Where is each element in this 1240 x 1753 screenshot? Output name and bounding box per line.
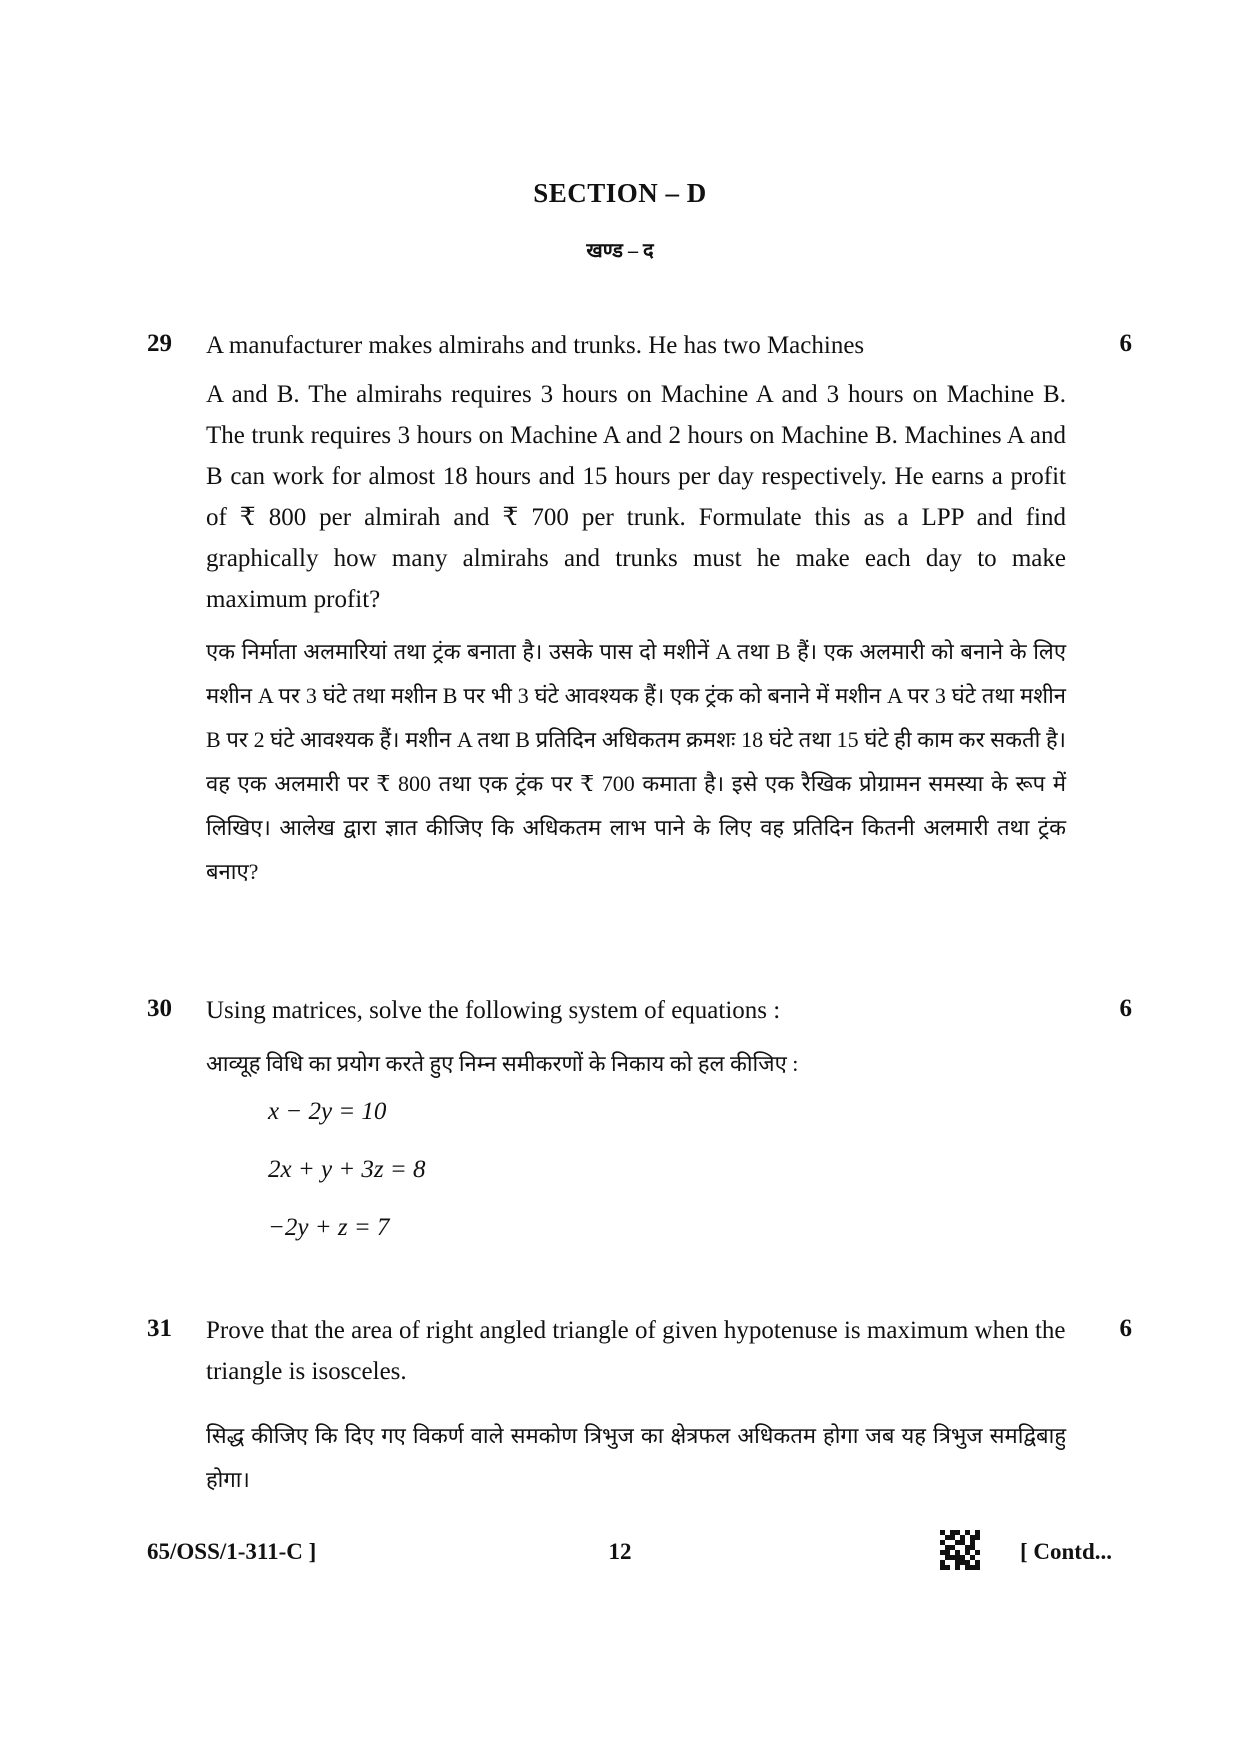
question-marks: 6	[1119, 1315, 1132, 1342]
page-number: 12	[608, 1539, 632, 1564]
question-text: Using matrices, solve the following system of equations :	[206, 997, 781, 1024]
equation: −2y + z = 7	[268, 1214, 390, 1241]
question-text-hindi: एक निर्माता अलमारियां तथा ट्रंक बनाता है। उसके पास दो मशीनें A तथा B हैं। एक अलमारी को बनाने के लिए मशीन A पर 3 घंटे तथा मशीन B पर भी 3 घंटे आवश्यक हैं। एक ट्रंक को बनाने में मशीन A पर 3 घंटे तथा मशीन B पर 2 घंटे आवश्यक हैं। मशीन A तथा B प्रतिदिन अधिकतम क्रमशः 18 घंटे तथा 15 घंटे ही काम कर सकती है। वह एक अलमारी पर ₹ 800 तथा एक ट्रंक पर ₹ 700 कमाता है। इसे एक रैखिक प्रोग्रामन समस्या के रूप में लिखिए। आलेख द्वारा ज्ञात कीजिए कि अधिकतम लाभ पाने के लिए वह प्रतिदिन कितनी अलमारी तथा ट्रंक बनाए?	[206, 639, 1066, 884]
section-title-hindi: खण्ड – द	[586, 240, 654, 262]
question-text: A and B. The almirahs requires 3 hours on Machine A and 3 hours on Machine B. The trunk requires 3 hours on Machine A and 2 hours on Machine B. Machines A and B can work for almost 18 hours and 15 hours per day respectively. He earns a profit of ₹ 800 per almirah and ₹ 700 per trunk. Formulate this as a LPP and find graphically how many almirahs and trunks must he make each day to make maximum profit?	[206, 381, 1066, 613]
equation: 2x + y + 3z = 8	[268, 1156, 426, 1183]
equation: x − 2y = 10	[268, 1098, 387, 1125]
question-number: 30	[147, 995, 172, 1022]
continued-label: [ Contd...	[1020, 1539, 1113, 1564]
question-text-hindi: सिद्ध कीजिए कि दिए गए विकर्ण वाले समकोण त्रिभुज का क्षेत्रफल अधिकतम होगा जब यह त्रिभुज समद्विबाहु होगा।	[206, 1423, 1066, 1492]
question-marks: 6	[1119, 995, 1132, 1022]
question-text: Prove that the area of right angled triangle of given hypotenuse is maximum when the triangle is isosceles.	[206, 1317, 1066, 1385]
qr-code-icon	[940, 1530, 980, 1570]
question-number: 31	[147, 1315, 172, 1342]
question-text-first-line: A manufacturer makes almirahs and trunks. He has two Machines	[206, 332, 865, 359]
question-marks: 6	[1119, 330, 1132, 357]
section-title: SECTION – D	[533, 178, 707, 208]
question-number: 29	[147, 330, 172, 357]
question-text-hindi: आव्यूह विधि का प्रयोग करते हुए निम्न समीकरणों के निकाय को हल कीजिए :	[206, 1051, 799, 1076]
paper-code: 65/OSS/1-311-C ]	[147, 1539, 317, 1564]
